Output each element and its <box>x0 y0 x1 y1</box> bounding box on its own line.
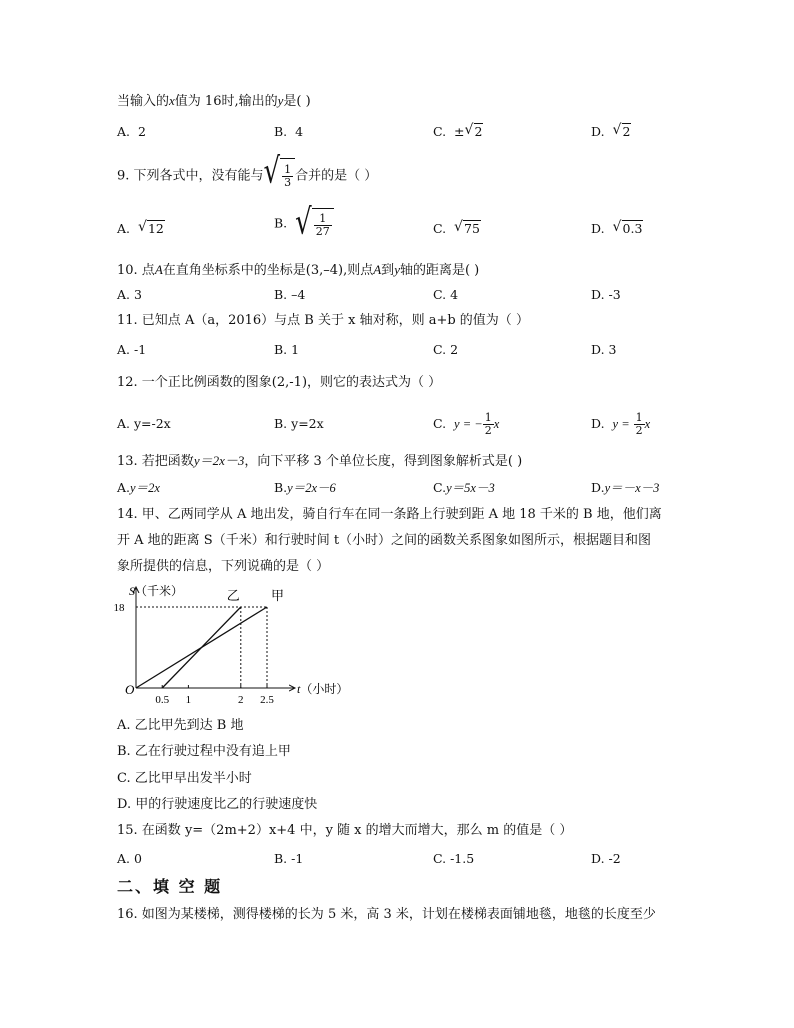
q12-options <box>117 407 677 441</box>
q15-option-a[interactable]: A. 0 <box>117 851 142 866</box>
section-title: 二、填 空 题 <box>117 877 223 896</box>
q15-option-b[interactable]: B. -1 <box>274 851 304 866</box>
x-tick-label-3: 2.5 <box>260 694 274 706</box>
q10-option-b[interactable]: B. –4 <box>274 287 306 302</box>
q13-options <box>117 479 677 499</box>
q11-option-a[interactable]: A. -1 <box>117 342 147 357</box>
q14-option-d[interactable]: D. 甲的行驶速度比乙的行驶速度快 <box>117 797 318 812</box>
q8-text: 当输入的 <box>117 94 170 109</box>
q13-option-c[interactable]: C.y＝5x－3 <box>433 480 495 495</box>
y-tick-label-0: 18 <box>113 602 125 614</box>
q12-stem: 12. 一个正比例函数的图象(2,-1)，则它的表达式为（ ） <box>117 375 442 390</box>
graph-series <box>136 607 267 688</box>
q9-option-d[interactable]: D. √ 0.3 <box>591 219 643 236</box>
q14-line-2: 开 A 地的距离 S（千米）和行驶时间 t（小时）之间的函数关系图象如图所示，根据题目和图 <box>117 533 652 548</box>
x-axis-label: t（小时） <box>297 682 349 696</box>
q11-options <box>117 341 677 361</box>
q12-option-a[interactable]: A. y=-2x <box>117 416 171 431</box>
q12-option-d[interactable]: D. y = $\frac{1}{2}$ x <box>591 411 651 437</box>
origin-label: O <box>125 682 135 697</box>
q11-option-b[interactable]: B. 1 <box>274 342 300 357</box>
q11-stem: 11. 已知点 A（a，2016）与点 B 关于 x 轴对称，则 a+b 的值为（ ） <box>117 313 529 328</box>
q13-option-b[interactable]: B.y＝2x－6 <box>274 480 336 495</box>
q11-option-d[interactable]: D. 3 <box>591 342 617 357</box>
q15-options <box>117 850 677 870</box>
distance-time-graph <box>113 583 357 713</box>
q13-stem: 13. 若把函数y＝2x－3，向下平移 3 个单位长度，得到图象解析式是( ) <box>117 453 523 469</box>
q12-option-b[interactable]: B. y=2x <box>274 416 324 431</box>
x-tick-label-1: 1 <box>185 694 192 706</box>
q9-stem: 9. 下列各式中，没有能与 √ $\frac{1}{3}$ 合并的是（ ） <box>117 151 378 193</box>
q9-option-a[interactable]: A. √ 12 <box>117 219 164 236</box>
q8-option-a[interactable]: A. 2 <box>117 124 146 139</box>
q8-text-mid: 值为 16时,输出的 <box>174 94 278 109</box>
q16-stem: 16. 如图为某楼梯，测得楼梯的长为 5 米，高 3 米，计划在楼梯表面铺地毯，地毯的长度至少 <box>117 907 656 922</box>
q14-line-3: 象所提供的信息，下列说确的是（ ） <box>117 559 330 574</box>
q13-option-a[interactable]: A.y＝2x <box>117 480 160 495</box>
x-tick-label-0: 0.5 <box>155 694 170 706</box>
q8-option-d[interactable]: D. √ 2 <box>591 122 631 139</box>
q10-options <box>117 286 677 306</box>
x-tick-label-2: 2 <box>238 694 244 706</box>
q8-stem <box>117 92 311 111</box>
q9-option-b[interactable]: B. √ $\frac{1}{27}$ <box>274 208 334 240</box>
q15-option-d[interactable]: D. -2 <box>591 851 621 866</box>
q9-options <box>117 202 677 250</box>
q14-line-1: 14. 甲、乙两同学从 A 地出发，骑自行车在同一条路上行驶到距 A 地 18 千米的 B 地，他们离 <box>117 507 662 522</box>
series-label-1: 甲 <box>271 589 285 604</box>
y-axis-label: S（千米） <box>129 584 184 598</box>
q14-option-b[interactable]: B. 乙在行驶过程中没有追上甲 <box>117 744 291 759</box>
series-line-1 <box>136 607 267 688</box>
q10-option-c[interactable]: C. 4 <box>433 287 459 302</box>
q13-option-d[interactable]: D.y＝－x－3 <box>591 480 660 495</box>
q14-option-c[interactable]: C. 乙比甲早出发半小时 <box>117 771 252 786</box>
q8-text-after: 是( ) <box>283 94 311 109</box>
q15-stem: 15. 在函数 y=（2m+2）x+4 中，y 随 x 的增大而增大，那么 m 的值是（ ） <box>117 823 573 838</box>
q10-stem: 10. 点A在直角坐标系中的坐标是(3,–4),则点A到y轴的距离是( ) <box>117 262 480 278</box>
q9-option-c[interactable]: C. √ 75 <box>433 219 480 236</box>
q14-option-a[interactable]: A. 乙比甲先到达 B 地 <box>117 718 244 733</box>
q8-options <box>117 123 677 143</box>
series-label-0: 乙 <box>226 589 240 604</box>
q8-var-x: x <box>169 93 175 108</box>
q15-option-c[interactable]: C. -1.5 <box>433 851 475 866</box>
q8-var-y: y <box>277 93 284 108</box>
q10-option-d[interactable]: D. -3 <box>591 287 621 302</box>
q8-option-b[interactable]: B. 4 <box>274 124 304 139</box>
q8-option-c[interactable]: C. ± √ 2 <box>433 122 483 139</box>
q12-option-c[interactable]: C. y = − $\frac{1}{2}$ x <box>433 411 500 437</box>
q11-option-c[interactable]: C. 2 <box>433 342 459 357</box>
q10-option-a[interactable]: A. 3 <box>117 287 142 302</box>
q9-radical: √ $\frac{1}{3}$ <box>264 158 296 194</box>
